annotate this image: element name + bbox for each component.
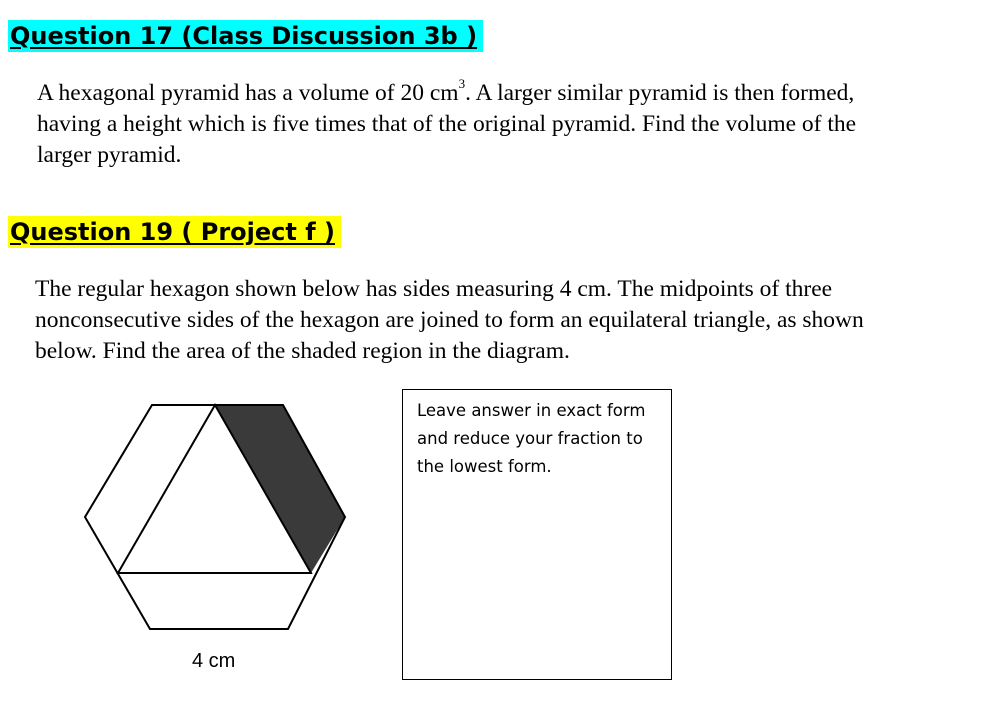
- question-19-text: [35, 274, 980, 367]
- question-17-line-3: larger pyramid.: [37, 142, 182, 168]
- question-19-heading: Question 19 ( Project f ): [8, 216, 341, 248]
- question-17-text: [37, 78, 982, 171]
- answer-instruction-line-1: Leave answer in exact form: [417, 401, 646, 420]
- question-17-heading: Question 17 (Class Discussion 3b ): [8, 20, 483, 52]
- question-19-line-3: below. Find the area of the shaded region in the diagram.: [35, 338, 570, 364]
- question-17-line-1: A hexagonal pyramid has a volume of 20 $cm^3$. A larger similar pyramid is then formed,: [37, 76, 855, 106]
- answer-box[interactable]: [402, 389, 672, 680]
- question-19-line-1: The regular hexagon shown below has sides measuring 4 cm. The midpoints of three: [35, 276, 833, 302]
- cube-exponent: 3: [458, 76, 466, 92]
- question-17-line-2: having a height which is five times that of the original pyramid. Find the volume of the: [37, 111, 857, 137]
- question-19-line-2: nonconsecutive sides of the hexagon are joined to form an equilateral triangle, as shown: [35, 307, 864, 333]
- answer-instruction-line-2: and reduce your fraction to: [417, 429, 643, 448]
- shaded-region: [215, 405, 345, 573]
- hexagon-diagram: [80, 395, 355, 685]
- answer-instruction-line-3: the lowest form.: [417, 457, 552, 476]
- side-length-label: 4 cm: [192, 650, 236, 672]
